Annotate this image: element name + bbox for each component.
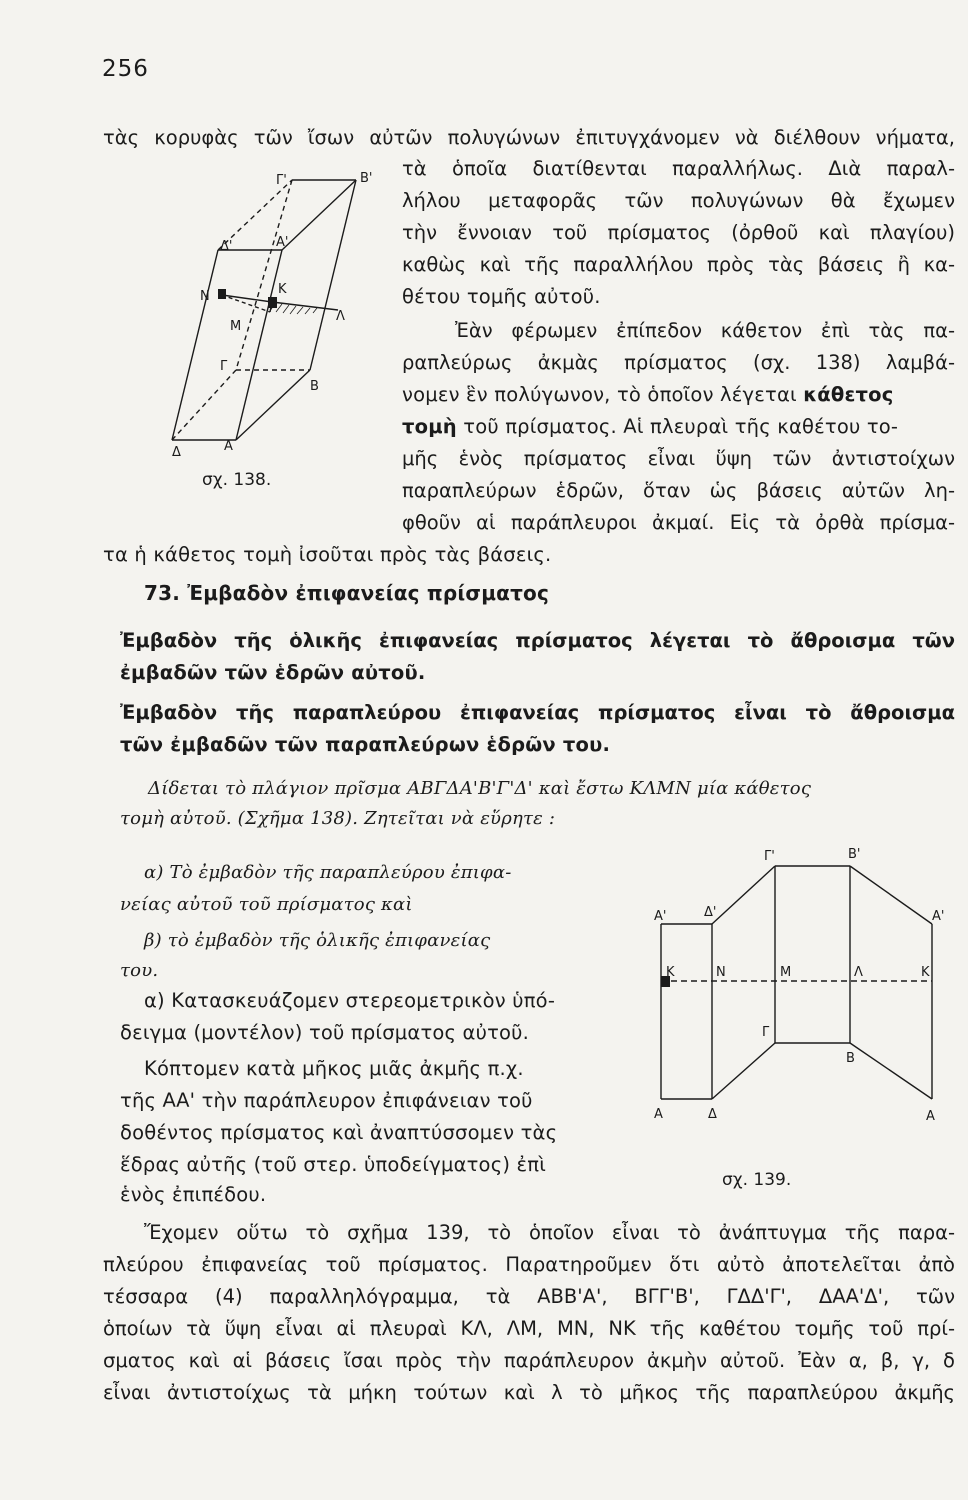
fig139-label-m: Μ: [780, 965, 792, 980]
text-line: ὁποίων τὰ ὕψη εἶναι αἱ πλευραὶ ΚΛ, ΛΜ, ΜΝ, ΝΚ τῆς καθέτου τομῆς τοῦ πρί-: [103, 1317, 955, 1340]
text-line: [402, 412, 898, 442]
text-line: μῆς ἑνὸς πρίσματος εἶναι ὕψη τῶν ἀντιστοίχων: [402, 447, 955, 470]
text-line: ἕδρας αὐτῆς (τοῦ στερ. ὑποδείγματος) ἐπὶ: [120, 1153, 547, 1176]
text-line: τέσσαρα (4) παραλληλόγραμμα, τὰ ΑΒΒ'Α', ΒΓΓ'Β', ΓΔΔ'Γ', ΔΑΑ'Δ', τῶν: [103, 1285, 955, 1308]
text-line: Κόπτομεν κατὰ μῆκος μιᾶς ἀκμῆς π.χ.: [144, 1057, 524, 1080]
fig138-label-a1: Α': [276, 235, 289, 250]
figure-139-caption: σχ. 139.: [722, 1170, 792, 1190]
question-a-line: νείας αὐτοῦ τοῦ πρίσματος καὶ: [120, 894, 413, 915]
text-line: τα ἡ κάθετος τομὴ ἰσοῦται πρὸς τὰς βάσεις.: [103, 543, 552, 566]
fig139-label-a-right: Α: [926, 1109, 935, 1124]
fig138-label-b: Β: [310, 379, 319, 394]
section-heading-73: 73. Ἐμβαδὸν ἐπιφανείας πρίσματος: [144, 581, 550, 605]
fig139-label-d1: Δ': [704, 905, 717, 920]
fig138-label-g1: Γ': [276, 173, 287, 188]
fig139-label-a: Α: [654, 1107, 663, 1122]
fig139-label-l: Λ: [854, 965, 863, 980]
question-a-line: α) Τὸ ἐμβαδὸν τῆς παραπλεύρου ἐπιφα-: [144, 862, 512, 883]
figure-138-caption: σχ. 138.: [202, 470, 272, 490]
text-line: Ἐὰν φέρωμεν ἐπίπεδον κάθετον ἐπὶ τὰς πα-: [455, 319, 955, 342]
fig139-label-d: Δ: [708, 1107, 717, 1122]
fig138-label-d1: Δ': [220, 239, 233, 254]
text-line: τὰ ὁποῖα διατίθενται παραλλήλως. Διὰ παραλ-: [402, 157, 955, 180]
text-line: α) Κατασκευάζομεν στερεομετρικὸν ὑπό-: [144, 989, 556, 1012]
definition-line: Ἐμβαδὸν τῆς παραπλεύρου ἐπιφανείας πρίσματος εἶναι τὸ ἄθροισμα: [120, 701, 955, 724]
text-line: παραπλεύρων ἑδρῶν, ὅταν ὡς βάσεις αὐτῶν λη-: [402, 479, 955, 502]
figure-138-prism: [160, 160, 380, 460]
fig139-label-b1: Β': [848, 847, 861, 862]
fig139-label-n: Ν: [716, 965, 726, 980]
fig139-label-a1: Α': [654, 909, 667, 924]
fig139-label-g1: Γ': [764, 849, 775, 864]
question-b-line: του.: [120, 960, 159, 981]
figure-139-development: [640, 836, 950, 1136]
text-line: δοθέντος πρίσματος καὶ ἀναπτύσσομεν τὰς: [120, 1121, 558, 1144]
fig138-label-m: Μ: [230, 319, 242, 334]
text-line: φθοῦν αἱ παράπλευροι ἀκμαί. Εἰς τὰ ὀρθὰ πρίσμα-: [402, 511, 955, 534]
fig138-label-d: Δ: [172, 445, 181, 460]
fig138-label-b1: Β': [360, 171, 373, 186]
text-line: πλεύρου ἐπιφανείας τοῦ πρίσματος. Παρατηροῦμεν ὅτι αὐτὸ ἀποτελεῖται ἀπὸ: [103, 1253, 955, 1276]
fig139-label-k-right: Κ: [921, 965, 930, 980]
fig139-label-a1-right: Α': [932, 909, 945, 924]
text-line: καθὼς καὶ τῆς παραλλήλου πρὸς τὰς βάσεις ἢ κα-: [402, 253, 955, 276]
text-line: λήλου μεταφορᾶς τῶν πολυγώνων θὰ ἔχωμεν: [402, 189, 955, 212]
text-span: νομεν ἓν πολύγωνον, τὸ ὁποῖον λέγεται: [402, 383, 804, 406]
text-line: Ἔχομεν οὕτω τὸ σχῆμα 139, τὸ ὁποῖον εἶναι τὸ ἀνάπτυγμα τῆς παρα-: [144, 1221, 955, 1244]
text-line: σματος καὶ αἱ βάσεις ἴσαι πρὸς τὴν παράπλευρον ἀκμὴν αὐτοῦ. Ἐὰν α, β, γ, δ: [103, 1349, 955, 1372]
text-line: [402, 380, 894, 410]
text-line: ραπλεύρως ἀκμὰς πρίσματος (σχ. 138) λαμβά-: [402, 351, 955, 374]
term-kathetos: κάθετος: [803, 383, 894, 406]
text-line: εἶναι ἀντιστοίχως τὰ μήκη τούτων καὶ λ τὸ μῆκος τῆς παραπλεύρου ἀκμῆς: [103, 1381, 955, 1404]
text-line: τῆς ΑΑ' τὴν παράπλευρον ἐπιφάνειαν τοῦ: [120, 1089, 533, 1112]
text-line: δειγμα (μοντέλον) τοῦ πρίσματος αὐτοῦ.: [120, 1021, 530, 1044]
text-line: τὰς κορυφὰς τῶν ἴσων αὐτῶν πολυγώνων ἐπιτυγχάνομεν νὰ διέλθουν νήματα,: [103, 126, 955, 149]
text-line: θέτου τομῆς αὐτοῦ.: [402, 285, 601, 308]
definition-line: ἐμβαδῶν τῶν ἑδρῶν αὐτοῦ.: [120, 661, 426, 684]
given-line: τομὴ αὐτοῦ. (Σχῆμα 138). Ζητεῖται νὰ εὕρητε :: [120, 808, 556, 829]
fig138-label-g: Γ: [220, 359, 228, 374]
fig138-label-l: Λ: [336, 309, 345, 324]
fig138-label-k: Κ: [278, 282, 287, 297]
page-number: 256: [102, 56, 149, 82]
fig139-label-b: Β: [846, 1051, 855, 1066]
fig138-label-a: Α: [224, 439, 233, 454]
given-line: Δίδεται τὸ πλάγιον πρῖσμα ΑΒΓΔΑ'Β'Γ'Δ' καὶ ἔστω ΚΛΜΝ μία κάθετος: [148, 778, 812, 799]
question-b-line: β) τὸ ἐμβαδὸν τῆς ὁλικῆς ἐπιφανείας: [144, 930, 491, 951]
fig138-label-n: Ν: [200, 289, 210, 304]
text-line: τὴν ἔννοιαν τοῦ πρίσματος (ὀρθοῦ καὶ πλαγίου): [402, 221, 955, 244]
fig139-label-k: Κ: [666, 965, 675, 980]
definition-line: τῶν ἐμβαδῶν τῶν παραπλεύρων ἑδρῶν του.: [120, 733, 611, 756]
fig139-label-g: Γ: [762, 1025, 770, 1040]
term-tomi: τομὴ: [402, 415, 457, 438]
text-line: ἑνὸς ἐπιπέδου.: [120, 1183, 267, 1206]
text-span: τοῦ πρίσματος. Αἱ πλευραὶ τῆς καθέτου το-: [456, 415, 899, 438]
definition-line: Ἐμβαδὸν τῆς ὁλικῆς ἐπιφανείας πρίσματος λέγεται τὸ ἄθροισμα τῶν: [120, 629, 955, 652]
